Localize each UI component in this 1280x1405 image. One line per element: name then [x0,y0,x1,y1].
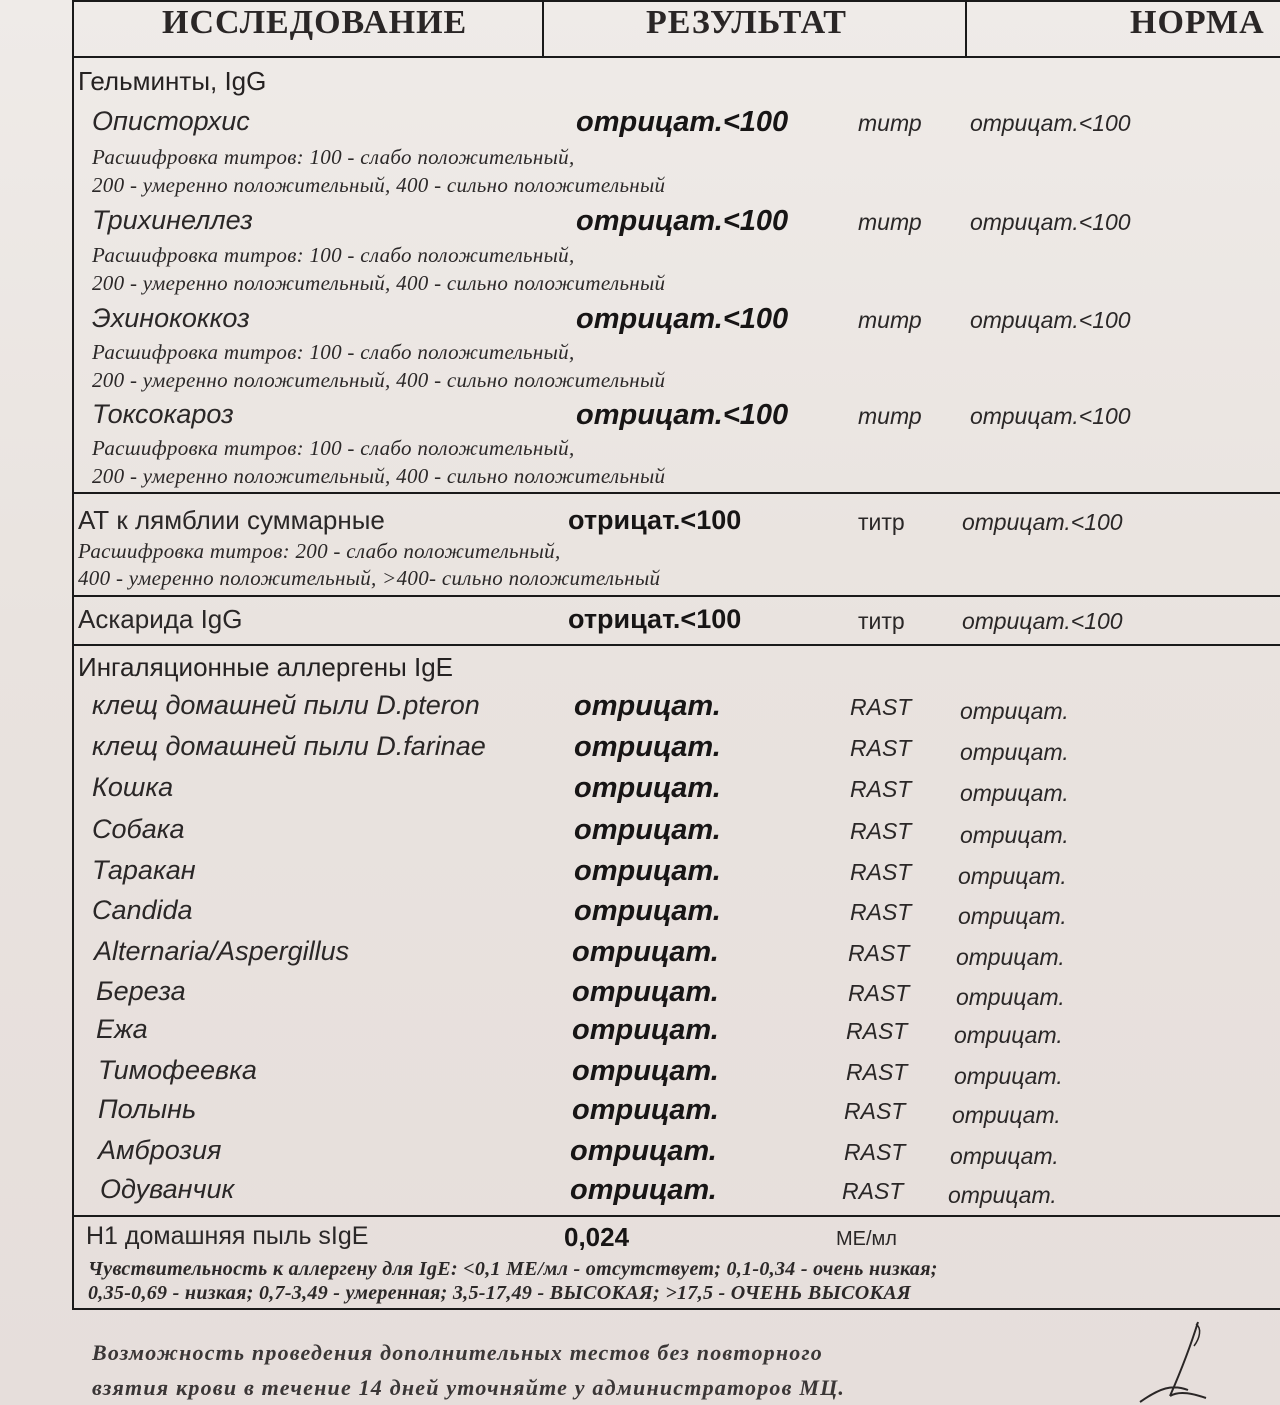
titer-note: 200 - умеренно положительный, 400 - сильно положительный [92,464,666,488]
test-result: отрицат.<100 [576,205,789,237]
titer-note: 200 - умеренно положительный, 400 - сильно положительный [92,368,666,392]
test-result: отрицат.<100 [568,505,742,535]
test-norm: отрицат.<100 [970,403,1131,429]
titer-note: 200 - умеренно положительный, 400 - сильно положительный [92,173,666,197]
allergen-name: Тимофеевка [98,1055,257,1085]
allergen-norm: отрицат. [954,1063,1063,1089]
test-norm: отрицат.<100 [970,110,1131,136]
allergen-norm: отрицат. [960,739,1069,765]
allergen-norm: отрицат. [960,780,1069,806]
test-name: Трихинеллез [92,205,253,235]
test-result: отрицат.<100 [576,106,789,138]
allergen-result: отрицат. [574,772,721,804]
test-name: Эхинококкоз [92,303,250,333]
section-allergens: Ингаляционные аллергены IgE [78,652,454,682]
table-row [0,106,1280,142]
allergen-result: отрицат. [574,895,721,927]
table-row [0,1055,1280,1091]
allergen-unit: RAST [850,899,912,925]
allergen-norm: отрицат. [952,1102,1061,1128]
table-row [0,731,1280,767]
allergen-norm: отрицат. [956,944,1065,970]
titer-note: Расшифровка титров: 200 - слабо положительный, [78,539,561,563]
allergen-norm: отрицат. [958,863,1067,889]
allergen-name: Полынь [98,1094,197,1124]
allergen-result: отрицат. [570,1174,717,1206]
allergen-result: отрицат. [574,814,721,846]
rule-ascaris [72,644,1280,646]
test-norm: отрицат.<100 [970,307,1131,333]
rule-top [72,0,1280,2]
test-name: H1 домашняя пыль sIgE [86,1222,369,1250]
allergen-result: отрицат. [574,855,721,887]
test-name: Аскарида IgG [78,604,243,634]
test-unit: титр [858,509,905,535]
allergen-name: Alternaria/Aspergillus [94,936,350,966]
allergen-unit: RAST [844,1098,906,1124]
table-row [0,1174,1280,1210]
allergen-name: Таракан [92,855,196,885]
titer-note: Расшифровка титров: 100 - слабо положительный, [92,243,575,267]
test-norm: отрицат.<100 [970,209,1131,235]
titer-note: Расшифровка титров: 100 - слабо положительный, [92,340,575,364]
header-norm: НОРМА [1130,4,1265,41]
table-row [0,895,1280,931]
table-row [0,604,1280,640]
allergen-name: клещ домашней пыли D.pteron [92,690,480,720]
test-name: Токсокароз [92,399,234,429]
allergen-name: Ежа [96,1014,148,1044]
test-unit: титр [858,307,922,333]
allergen-norm: отрицат. [958,903,1067,929]
test-result: отрицат.<100 [576,399,789,431]
test-unit: титр [858,110,922,136]
allergen-result: отрицат. [572,1055,719,1087]
test-name: АТ к лямблии суммарные [78,505,385,535]
allergen-norm: отрицат. [948,1182,1057,1208]
table-row [0,936,1280,972]
titer-note: 400 - умеренно положительный, >400- сильно положительный [78,566,661,590]
titer-note: Расшифровка титров: 100 - слабо положительный, [92,145,575,169]
table-row [0,1222,1280,1258]
allergen-unit: RAST [842,1178,904,1204]
allergen-result: отрицат. [572,936,719,968]
table-row [0,1014,1280,1050]
allergen-unit: RAST [846,1059,908,1085]
section-helminths: Гельминты, IgG [78,66,267,96]
allergen-result: отрицат. [572,976,719,1008]
header-investigation: ИССЛЕДОВАНИЕ [162,4,468,41]
test-unit: титр [858,209,922,235]
table-row [0,690,1280,726]
allergen-unit: RAST [850,818,912,844]
table-row [0,855,1280,891]
table-row [0,772,1280,808]
table-row [0,303,1280,339]
allergen-norm: отрицат. [956,984,1065,1010]
test-result: отрицат.<100 [576,303,789,335]
allergen-name: клещ домашней пыли D.farinae [92,731,486,761]
rule-bottom [72,1308,1280,1310]
allergen-result: отрицат. [570,1135,717,1167]
test-unit: титр [858,403,922,429]
allergen-norm: отрицат. [960,822,1069,848]
rule-header [72,56,1280,58]
table-row [0,1135,1280,1171]
test-unit: титр [858,608,905,634]
footer-note-line-2: взятия крови в течение 14 дней уточняйте у администраторов МЦ. [92,1375,846,1400]
allergen-unit: RAST [848,940,910,966]
allergen-norm: отрицат. [950,1143,1059,1169]
allergen-name: Амброзия [98,1135,222,1165]
allergen-result: отрицат. [574,690,721,722]
allergen-unit: RAST [850,694,912,720]
allergen-name: Береза [96,976,186,1006]
table-row [0,1094,1280,1130]
allergen-result: отрицат. [572,1014,719,1046]
table-row [0,205,1280,241]
allergen-result: отрицат. [572,1094,719,1126]
rule-lamblia [72,595,1280,597]
table-row [0,399,1280,435]
allergen-name: Собака [92,814,185,844]
test-norm: отрицат.<100 [962,608,1123,634]
test-unit: МЕ/мл [836,1228,897,1250]
allergen-unit: RAST [850,776,912,802]
allergen-norm: отрицат. [960,698,1069,724]
allergen-name: Кошка [92,772,174,802]
allergen-unit: RAST [844,1139,906,1165]
allergen-unit: RAST [848,980,910,1006]
table-row [0,505,1280,541]
test-norm: отрицат.<100 [962,509,1123,535]
allergen-result: отрицат. [574,731,721,763]
allergen-unit: RAST [850,735,912,761]
allergen-unit: RAST [846,1018,908,1044]
test-name: Описторхис [92,106,250,136]
header-result: РЕЗУЛЬТАТ [646,4,847,41]
test-result: отрицат.<100 [568,604,742,634]
allergen-norm: отрицат. [954,1022,1063,1048]
test-result: 0,024 [564,1222,630,1252]
header-divider-1 [542,0,544,56]
table-row [0,976,1280,1012]
rule-helminths [72,492,1280,494]
allergen-name: Candida [92,895,193,925]
allergen-unit: RAST [850,859,912,885]
header-divider-2 [965,0,967,56]
allergen-name: Одуванчик [100,1174,235,1204]
footer-note-line-1: Возможность проведения дополнительных тестов без повторного [92,1340,823,1365]
sensitivity-note: Чувствительность к аллергену для IgE: <0,1 МЕ/мл - отсутствует; 0,1-0,34 - очень низкая; [88,1258,938,1280]
table-row [0,814,1280,850]
rule-allergens [72,1215,1280,1217]
titer-note: Расшифровка титров: 100 - слабо положительный, [92,436,575,460]
signature-icon [1110,1318,1230,1405]
sensitivity-note: 0,35-0,69 - низкая; 0,7-3,49 - умеренная; 3,5-17,49 - ВЫСОКАЯ; >17,5 - ОЧЕНЬ ВЫСОКАЯ [88,1282,912,1304]
titer-note: 200 - умеренно положительный, 400 - сильно положительный [92,271,666,295]
